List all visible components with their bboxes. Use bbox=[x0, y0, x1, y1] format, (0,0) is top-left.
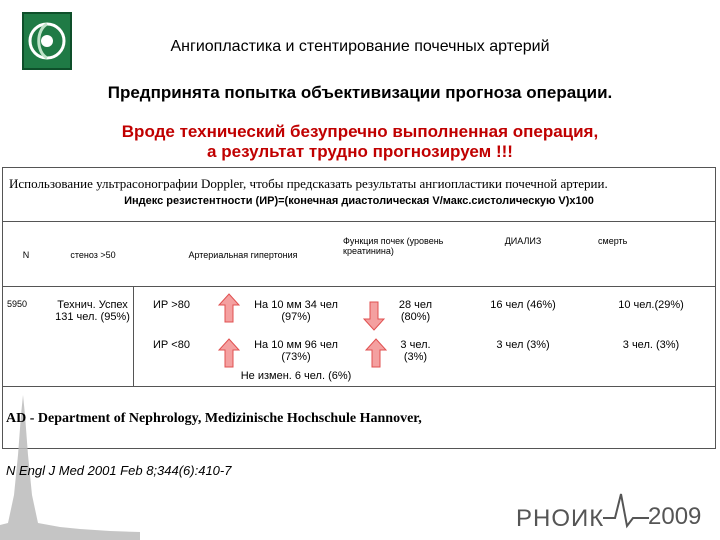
resistance-index-formula: Индекс резистентности (ИР)=(конечная диастолическая V/макс.систолическую V)х100 bbox=[124, 195, 594, 207]
row-2-arrow-up-icon-kidney bbox=[365, 338, 387, 368]
pulse-line-icon bbox=[603, 492, 649, 530]
row-1-kidney: 28 чел (80%) bbox=[398, 299, 433, 323]
column-header-n: N bbox=[22, 250, 30, 260]
row-2-hypertension-unchanged: Не измен. 6 чел. (6%) bbox=[240, 370, 352, 382]
technical-success: Технич. Успех 131 чел. (95%) bbox=[55, 299, 130, 323]
row-1-ir: ИР >80 bbox=[153, 299, 190, 311]
column-divider bbox=[133, 286, 134, 386]
subtitle: Предпринята попытка объективизации прогноза операции. bbox=[107, 83, 613, 102]
column-header-dialysis: ДИАЛИЗ bbox=[504, 236, 542, 246]
brand-year: 2009 bbox=[648, 503, 702, 530]
column-header-death: смерть bbox=[598, 236, 628, 246]
sample-size: 5950 bbox=[7, 299, 28, 309]
row-1-arrow-down-icon bbox=[363, 301, 385, 331]
footer-department: AD - Department of Nephrology, Medizinische Hochschule Hannover, bbox=[6, 411, 422, 426]
column-header-stenosis: стеноз >50 bbox=[70, 250, 116, 260]
row-2-kidney: 3 чел. (3%) bbox=[400, 339, 431, 363]
column-header-hypertension: Артериальная гипертония bbox=[188, 250, 298, 260]
row-1-dialysis: 16 чел (46%) bbox=[490, 299, 556, 311]
brand-name: РНОИК bbox=[516, 505, 605, 532]
row-2-arrow-up-icon bbox=[218, 338, 240, 368]
header-title: Ангиопластика и стентирование почечных артерий bbox=[170, 38, 550, 55]
row-2-hypertension: На 10 мм 96 чел (73%) bbox=[254, 339, 338, 363]
study-intro: Использование ультрасонографии Doppler, чтобы предсказать результаты ангиопластики почечной артерии. bbox=[9, 176, 608, 191]
table-top-line bbox=[3, 221, 715, 222]
table-header-divider bbox=[3, 286, 715, 287]
row-2-death: 3 чел. (3%) bbox=[622, 339, 680, 351]
footer-reference: N Engl J Med 2001 Feb 8;344(6):410-7 bbox=[6, 463, 232, 478]
row-2-ir: ИР <80 bbox=[153, 339, 190, 351]
row-1-arrow-up-icon bbox=[218, 293, 240, 323]
table-bottom-line bbox=[3, 386, 715, 387]
row-2-dialysis: 3 чел (3%) bbox=[496, 339, 550, 351]
warning-line-2: а результат трудно прогнозируем !!! bbox=[207, 142, 513, 161]
row-1-hypertension: На 10 мм 34 чел (97%) bbox=[254, 299, 338, 323]
row-1-death: 10 чел.(29%) bbox=[618, 299, 684, 311]
column-header-kidney-function: Функция почек (уровень креатинина) bbox=[343, 236, 444, 256]
warning-line-1: Вроде технический безупречно выполненная операция, bbox=[121, 122, 599, 141]
